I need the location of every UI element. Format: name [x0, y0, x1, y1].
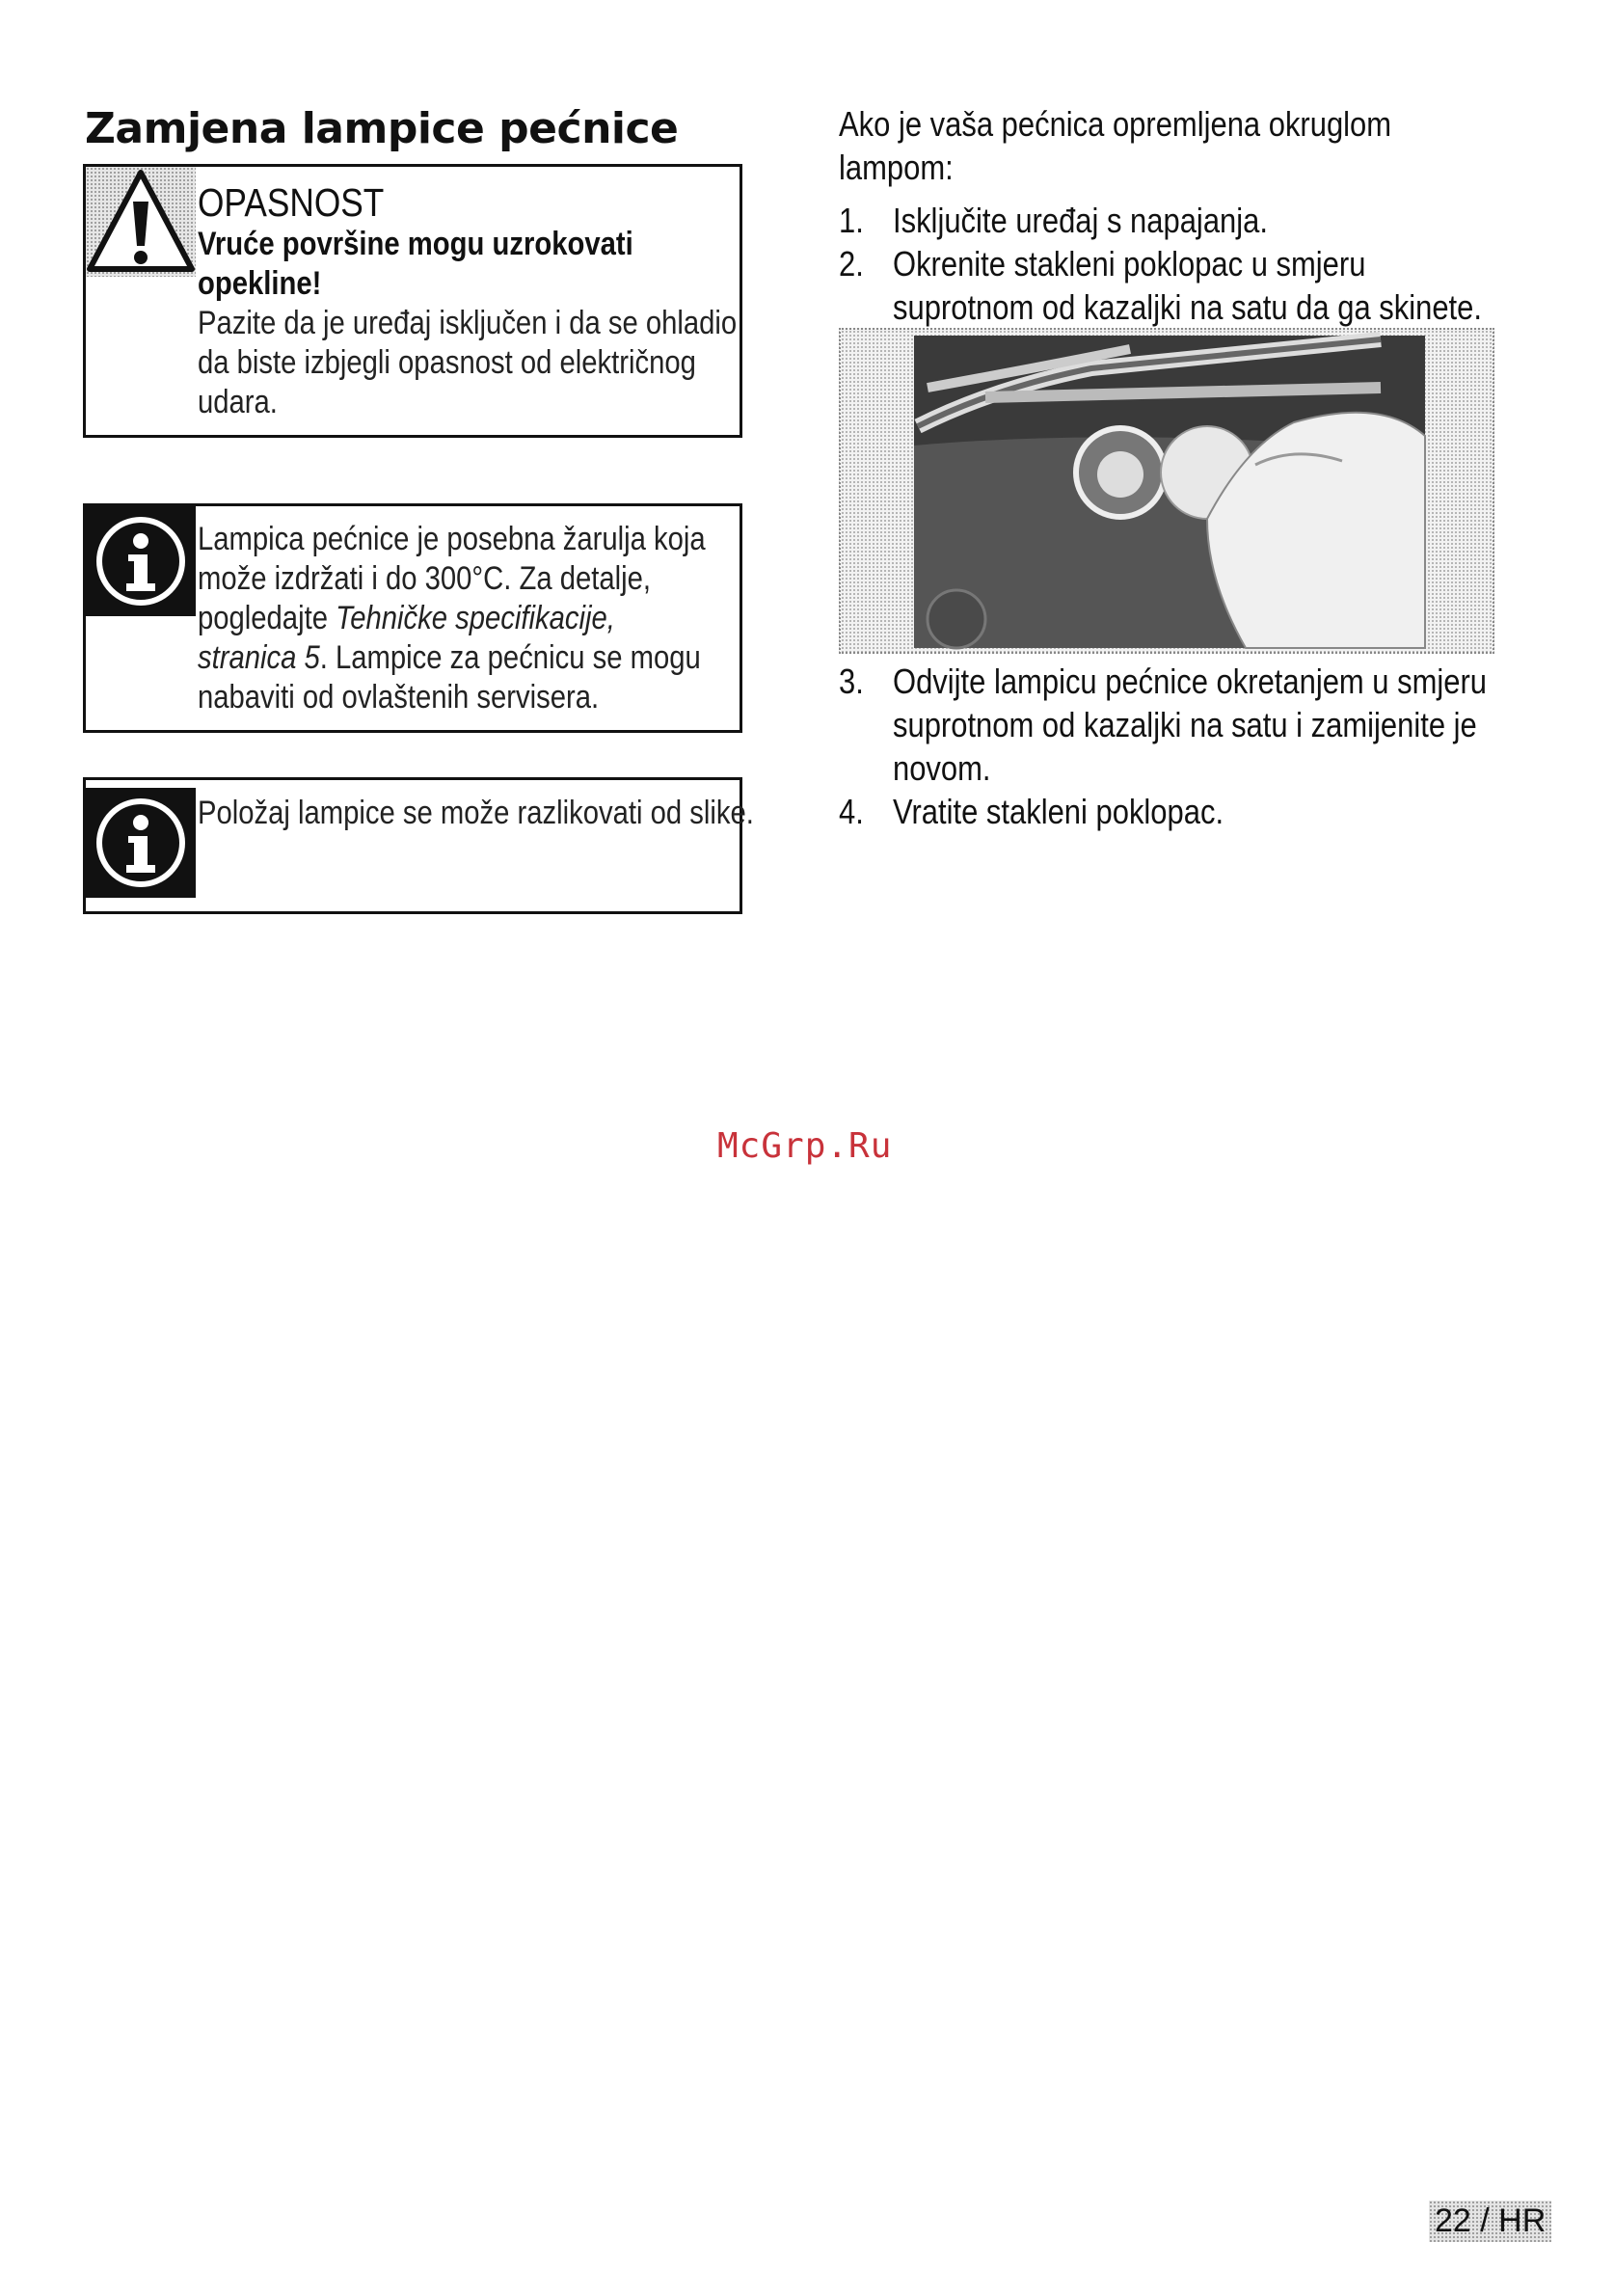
info-icon	[86, 506, 196, 616]
watermark: McGrp.Ru	[717, 1126, 893, 1166]
info1-line-4	[198, 638, 706, 678]
danger-body-2: da biste izbjegli opasnost od električnog	[198, 344, 696, 381]
info1-line-4b: . Lampice za pećnicu se mogu	[319, 639, 701, 676]
danger-text	[198, 180, 737, 422]
danger-box	[83, 164, 742, 438]
round-lamp-intro-1: Ako je vaša pećnica opremljena okruglom	[839, 104, 1392, 144]
step-4-number: 4.	[839, 792, 864, 831]
info-icon	[86, 788, 196, 898]
step-1-text: Isključite uređaj s napajanja.	[893, 201, 1268, 240]
round-lamp-intro-2: lampom:	[839, 148, 954, 187]
info-box-lamp-spec	[83, 503, 742, 733]
spec-reference: Tehničke specifikacije,	[336, 600, 615, 636]
info-box-lamp-position	[83, 777, 754, 914]
step-2-text-1: Okrenite stakleni poklopac u smjeru	[893, 244, 1366, 284]
danger-subheading-1: Vruće površine mogu uzrokovati	[198, 226, 633, 262]
info1-line-1: Lampica pećnice je posebna žarulja koja	[198, 521, 706, 557]
danger-body-1: Pazite da je uređaj isključen i da se ohladio	[198, 305, 738, 341]
danger-body-3: udara.	[198, 384, 278, 420]
info1-line-3	[198, 599, 706, 638]
page-reference: stranica 5	[198, 639, 320, 676]
info1-line-3a: pogledajte	[198, 600, 336, 636]
info1-line-2: može izdržati i do 300°C. Za detalje,	[198, 560, 652, 597]
step-2-text-2: suprotnom od kazaljki na satu da ga skinete.	[893, 287, 1482, 327]
warning-triangle-icon	[86, 167, 196, 277]
step-3-text-2: suprotnom od kazaljki na satu i zamijenite je	[893, 705, 1477, 744]
step-3-text-1: Odvijte lampicu pećnice okretanjem u smjeru	[893, 662, 1488, 701]
step-3-text-3: novom.	[893, 748, 991, 788]
info1-line-5: nabaviti od ovlaštenih servisera.	[198, 679, 600, 716]
oven-lamp-illustration	[839, 328, 1494, 654]
step-3-number: 3.	[839, 662, 864, 701]
danger-heading: OPASNOST	[198, 180, 385, 225]
danger-subheading-2: opekline!	[198, 265, 322, 302]
page-number: 22 / HR	[1429, 2201, 1551, 2242]
info2-text: Položaj lampice se može razlikovati od slike.	[198, 795, 754, 831]
step-2-number: 2.	[839, 244, 864, 284]
info-text-1	[198, 520, 706, 717]
step-4-text: Vratite stakleni poklopac.	[893, 792, 1224, 831]
section-title: Zamjena lampice pećnice	[85, 104, 679, 153]
step-1-number: 1.	[839, 201, 864, 240]
